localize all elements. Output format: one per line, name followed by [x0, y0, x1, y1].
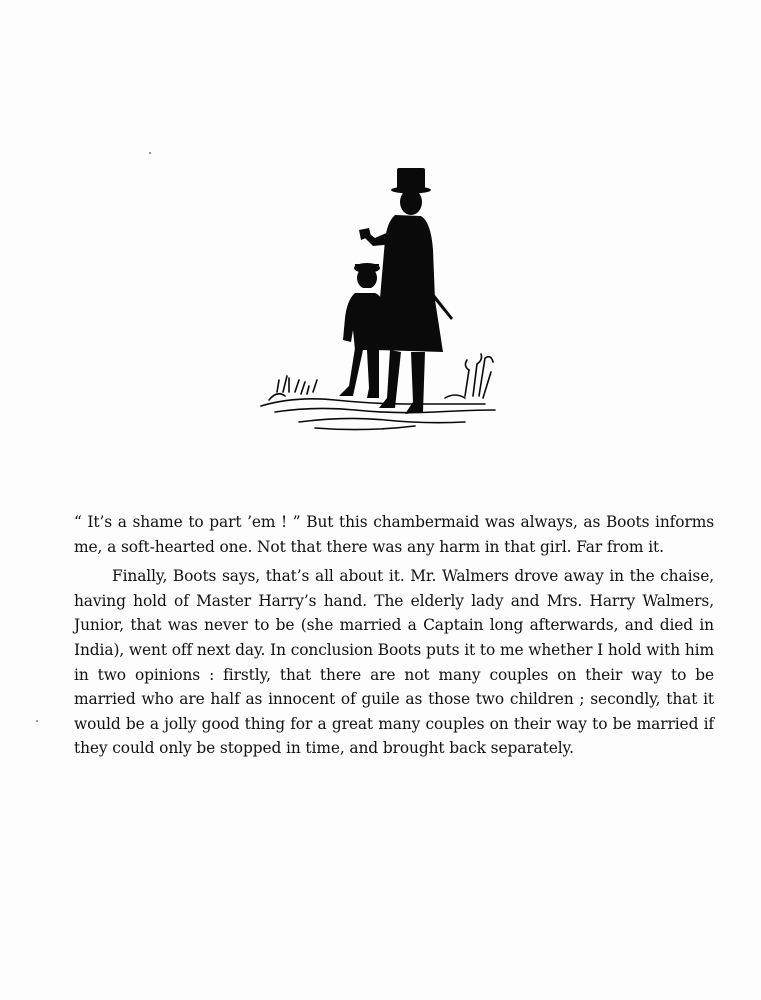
paper-speck	[36, 720, 38, 722]
paragraph-1: “ It’s a shame to part ’em ! ” But this chambermaid was always, as Boots informs me, a soft-hearted one. Not that there was any harm in that girl. Far from it.	[74, 513, 714, 556]
silhouette-illustration	[255, 160, 505, 440]
silhouette-man-and-boy-icon	[255, 160, 505, 440]
body-text	[74, 510, 714, 761]
paper-speck	[149, 152, 151, 154]
paragraph-2: Finally, Boots says, that’s all about it. Mr. Walmers drove away in the chaise, having hold of Master Harry’s hand. The elderly lady and Mrs. Harry Walmers, Junior, that was never to be (she married a Captain long afterwards, and died in India), went off next day. In conclusion Boots puts it to me whether I hold with him in two opinions : firstly, that there are not many couples on their way to be married who are half as innocent of guile as those two children ; secondly, that it would be a jolly good thing for a great many couples on their way to be married if they could only be stopped in time, and brought back separately.	[74, 567, 714, 758]
